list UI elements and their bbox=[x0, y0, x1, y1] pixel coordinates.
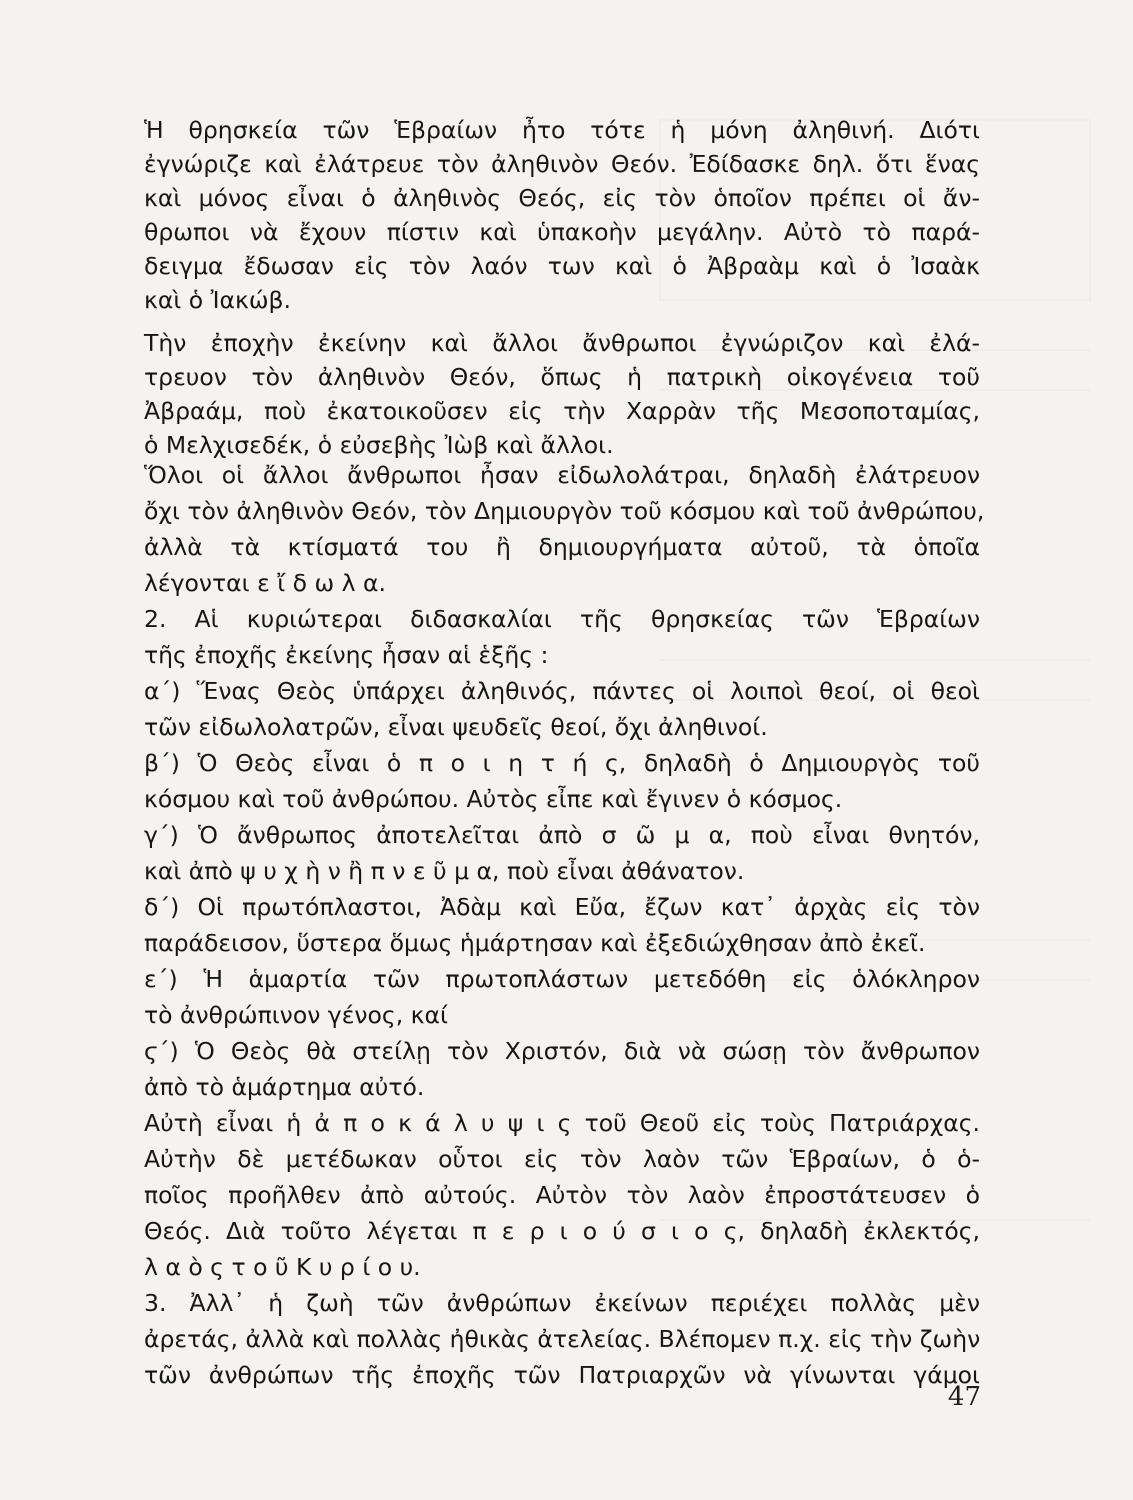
page-number: 47 bbox=[947, 1382, 981, 1412]
text-line: ε΄) Ἡ ἁμαρτία τῶν πρωτοπλάστων μετεδόθη εἰς ὁλόκληρον bbox=[144, 965, 980, 993]
text-line: καὶ ἀπὸ ψ υ χ ὴ ν ἢ π ν ε ῦ μ α, ποὺ εἶναι ἀθάνατον. bbox=[144, 857, 745, 885]
text-line: Ὅλοι οἱ ἄλλοι ἄνθρωποι ἦσαν εἰδωλολάτραι, δηλαδὴ ἐλάτρευον bbox=[144, 461, 980, 489]
text-line: παράδεισον, ὕστερα ὅμως ἡμάρτησαν καὶ ἐξεδιώχθησαν ἀπὸ ἐκεῖ. bbox=[144, 929, 926, 957]
text-line: ὄχι τὸν ἀληθινὸν Θεόν, τὸν Δημιουργὸν τοῦ κόσμου καὶ τοῦ ἀνθρώπου, bbox=[144, 497, 985, 525]
text-line: τῆς ἐποχῆς ἐκείνης ἦσαν αἱ ἑξῆς : bbox=[144, 641, 549, 669]
text-line: ὁ Μελχισεδέκ, ὁ εὐσεβὴς Ἰὼβ καὶ ἄλλοι. bbox=[144, 431, 614, 459]
text-line: Ἀβραάμ, ποὺ ἐκατοικοῦσεν εἰς τὴν Χαρρὰν τῆς Μεσοποταμίας, bbox=[144, 397, 980, 425]
text-line: ϛ΄) Ὁ Θεὸς θὰ στείλῃ τὸν Χριστόν, διὰ νὰ σώσῃ τὸν ἄνθρωπον bbox=[144, 1037, 980, 1065]
text-line: ἀρετάς, ἀλλὰ καὶ πολλὰς ἠθικὰς ἀτελείας. Βλέπομεν π.χ. εἰς τὴν ζωὴν bbox=[144, 1325, 981, 1353]
text-line: ἀλλὰ τὰ κτίσματά του ἢ δημιουργήματα αὐτοῦ, τὰ ὁποῖα bbox=[144, 533, 980, 561]
text-line: τῶν ἀνθρώπων τῆς ἐποχῆς τῶν Πατριαρχῶν νὰ γίνωνται γάμοι bbox=[144, 1361, 980, 1389]
text-line: γ΄) Ὁ ἄνθρωπος ἀποτελεῖται ἀπὸ σ ῶ μ α, ποὺ εἶναι θνητόν, bbox=[144, 821, 980, 849]
text-line: τὸ ἀνθρώπινον γένος, καί bbox=[144, 1001, 448, 1029]
text-line: θρωποι νὰ ἔχουν πίστιν καὶ ὑπακοὴν μεγάλην. Αὐτὸ τὸ παρά- bbox=[144, 218, 980, 246]
text-line: Ἡ θρησκεία τῶν Ἑβραίων ἦτο τότε ἡ μόνη ἀληθινή. Διότι bbox=[144, 116, 980, 144]
text-line: τρευον τὸν ἀληθινὸν Θεόν, ὅπως ἡ πατρικὴ οἰκογένεια τοῦ bbox=[144, 363, 980, 391]
text-line: λ α ὸ ς τ ο ῦ Κ υ ρ ί ο υ. bbox=[144, 1253, 421, 1281]
text-line: καὶ ὁ Ἰακώβ. bbox=[144, 286, 292, 314]
text-line: δ΄) Οἱ πρωτόπλαστοι, Ἀδὰμ καὶ Εὔα, ἔζων κατ᾿ ἀρχὰς εἰς τὸν bbox=[144, 893, 980, 921]
text-line: κόσμου καὶ τοῦ ἀνθρώπου. Αὐτὸς εἶπε καὶ ἔγινεν ὁ κόσμος. bbox=[144, 785, 843, 813]
text-line: Αὐτὴν δὲ μετέδωκαν οὗτοι εἰς τὸν λαὸν τῶν Ἑβραίων, ὁ ὁ- bbox=[144, 1145, 980, 1173]
text-line: Αὐτὴ εἶναι ἡ ἀ π ο κ ά λ υ ψ ι ς τοῦ Θεοῦ εἰς τοὺς Πατριάρχας. bbox=[144, 1109, 980, 1137]
text-line: καὶ μόνος εἶναι ὁ ἀληθινὸς Θεός, εἰς τὸν ὁποῖον πρέπει οἱ ἄν- bbox=[144, 184, 980, 212]
text-line: δειγμα ἔδωσαν εἰς τὸν λαόν των καὶ ὁ Ἀβραὰμ καὶ ὁ Ἰσαὰκ bbox=[144, 252, 980, 280]
text-line: ἐγνώριζε καὶ ἐλάτρευε τὸν ἀληθινὸν Θεόν. Ἐδίδασκε δηλ. ὅτι ἕνας bbox=[144, 150, 980, 178]
text-line: α΄) Ἕνας Θεὸς ὑπάρχει ἀληθινός, πάντες οἱ λοιποὶ θεοί, οἱ θεοὶ bbox=[144, 677, 980, 705]
text-line: β΄) Ὁ Θεὸς εἶναι ὁ π ο ι η τ ή ς, δηλαδὴ ὁ Δημιουργὸς τοῦ bbox=[144, 749, 980, 777]
text-line: τῶν εἰδωλολατρῶν, εἶναι ψευδεῖς θεοί, ὄχι ἀληθινοί. bbox=[144, 713, 768, 741]
text-line: 2. Αἱ κυριώτεραι διδασκαλίαι τῆς θρησκείας τῶν Ἑβραίων bbox=[144, 605, 980, 633]
text-line: 3. Ἀλλ᾿ ἡ ζωὴ τῶν ἀνθρώπων ἐκείνων περιέχει πολλὰς μὲν bbox=[144, 1289, 980, 1317]
text-line: λέγονται ε ἴ δ ω λ α. bbox=[144, 569, 387, 597]
text-line: Τὴν ἐποχὴν ἐκείνην καὶ ἄλλοι ἄνθρωποι ἐγνώριζον καὶ ἐλά- bbox=[144, 329, 980, 357]
text-line: ἀπὸ τὸ ἁμάρτημα αὐτό. bbox=[144, 1073, 425, 1101]
text-line: ποῖος προῆλθεν ἀπὸ αὐτούς. Αὐτὸν τὸν λαὸν ἐπροστάτευσεν ὁ bbox=[144, 1181, 980, 1209]
text-line: Θεός. Διὰ τοῦτο λέγεται π ε ρ ι ο ύ σ ι ο ς, δηλαδὴ ἐκλεκτός, bbox=[144, 1217, 980, 1245]
